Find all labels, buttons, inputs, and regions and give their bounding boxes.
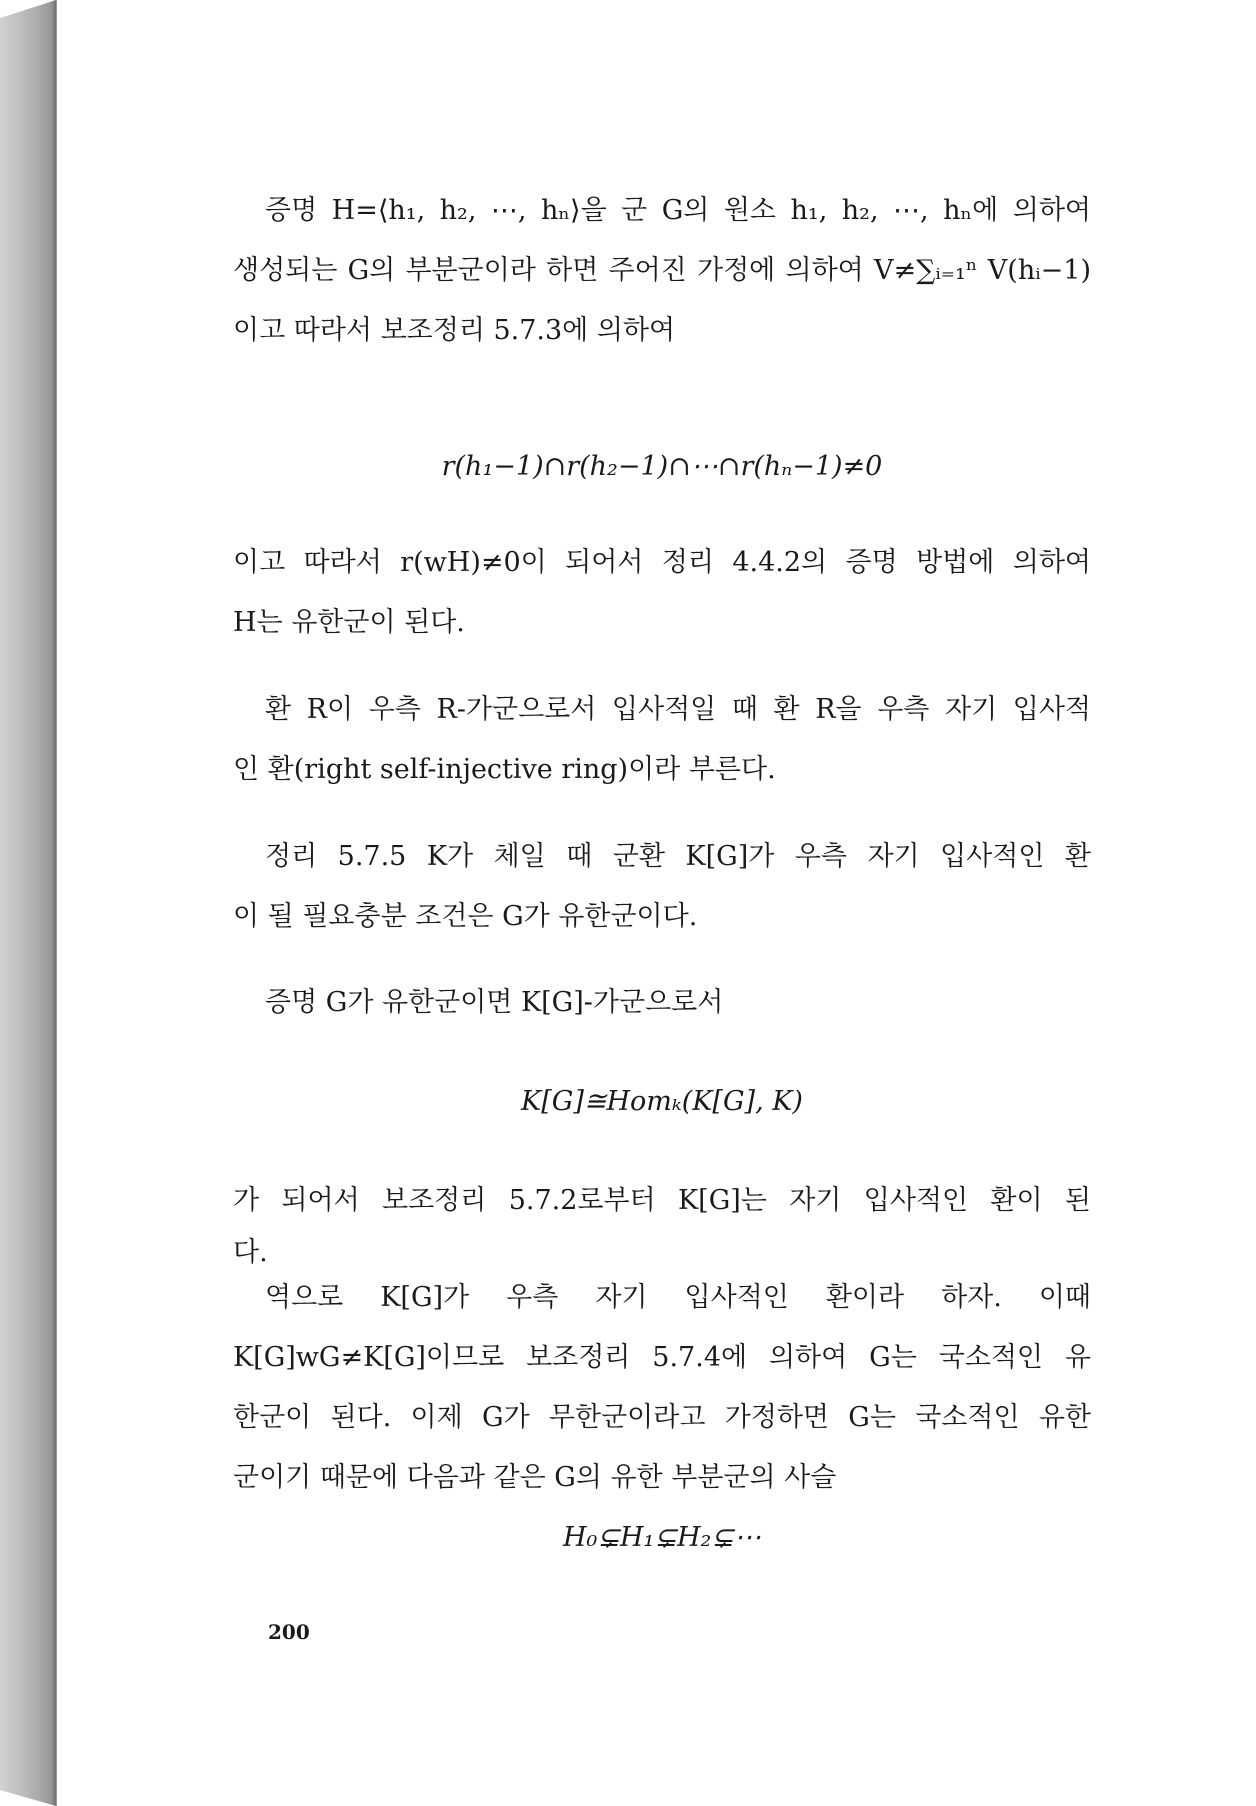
text-line: 증명 G가 유한군이면 K[G]-가군으로서 [265,987,724,1018]
proof-paragraph-2 [233,1171,1091,1283]
text-line: 이고 따라서 r(wH)≠0이 되어서 정리 4.4.2의 증명 방법에 의하여 [233,547,1091,578]
text-line: 역으로 K[G]가 우측 자기 입사적인 환이라 하자. 이때 [265,1282,1091,1313]
proof-paragraph-1 [233,181,1091,361]
definition-paragraph [233,680,1091,800]
text-line: 인 환(right self-injective ring)이라 부른다. [233,754,776,785]
text-line: 이고 따라서 보조정리 5.7.3에 의하여 [233,315,676,346]
text-line: 다. [233,1237,268,1268]
text-line: 이 될 필요충분 조건은 G가 유한군이다. [233,901,698,932]
theorem-5-7-5 [233,827,1091,947]
text-line: 증명 H=⟨h₁, h₂, ⋯, hₙ⟩을 군 G의 원소 h₁, h₂, ⋯, hₙ에 의하여 [265,195,1091,226]
text-line: 정리 5.7.5 K가 체일 때 군환 K[G]가 우측 자기 입사적인 환 [265,841,1091,872]
page-number: 200 [268,1620,310,1644]
proof-paragraph-1-continued [233,533,1091,653]
proof-paragraph-3 [233,1268,1091,1508]
equation-hom-isomorphism: K[G]≅Homₖ(K[G], K) [521,1086,803,1117]
text-line: 생성되는 G의 부분군이라 하면 주어진 가정에 의하여 V≠∑ᵢ₌₁ⁿ V(hᵢ−1) [233,255,1091,286]
text-line: H는 유한군이 된다. [233,607,465,638]
text-line: 가 되어서 보조정리 5.7.2로부터 K[G]는 자기 입사적인 환이 된 [233,1185,1091,1216]
book-spine-edge [0,0,56,1806]
text-line: 환 R이 우측 R-가군으로서 입사적일 때 환 R을 우측 자기 입사적 [265,694,1091,725]
proof-paragraph-2-intro [233,973,1091,1033]
text-line: K[G]wG≠K[G]이므로 보조정리 5.7.4에 의하여 G는 국소적인 유 [233,1342,1091,1373]
equation-annihilator-intersection: r(h₁−1)∩r(h₂−1)∩⋯∩r(hₙ−1)≠0 [441,451,883,482]
text-line: 한군이 된다. 이제 G가 무한군이라고 가정하면 G는 국소적인 유한 [233,1402,1091,1433]
text-line: 군이기 때문에 다음과 같은 G의 유한 부분군의 사슬 [233,1462,837,1493]
equation-subgroup-chain: H₀⊊H₁⊊H₂⊊⋯ [563,1522,761,1553]
